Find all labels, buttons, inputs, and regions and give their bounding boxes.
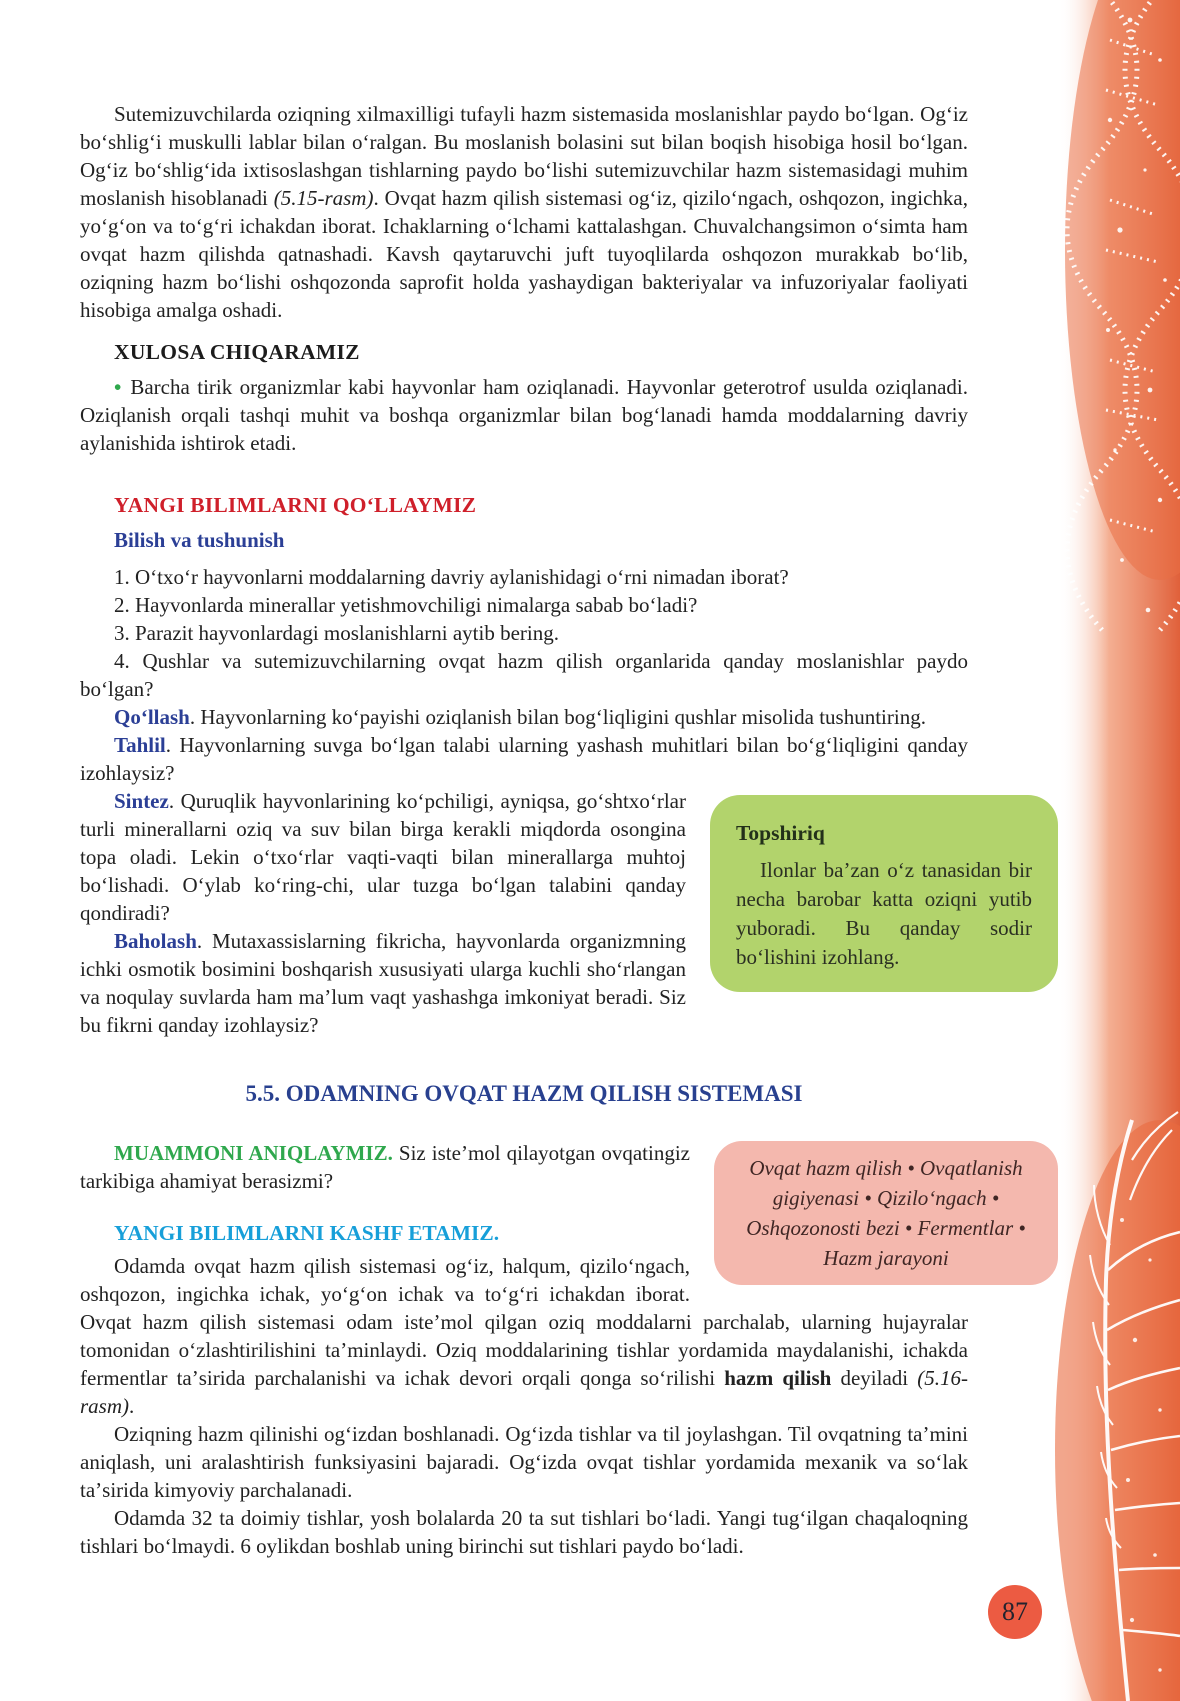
page-number-badge bbox=[988, 1585, 1042, 1639]
figure-ref-5-15: (5.15-rasm) bbox=[273, 186, 374, 210]
discover-paragraph-2: Oziqning hazm qilinishi ogʻizdan boshlanadi. Ogʻizda tishlar va til joylashgan. Til ovqatning taʼmini aniqlash, uni aralashtirish funksiyasini bajaradi. Ogʻizda ovqat tishlar yordamida mexanik va soʻlak taʼsirida kimyoviy parchalanadi. bbox=[80, 1422, 968, 1502]
keywords-text: Ovqat hazm qilish • Ovqatlanish gigiyenasi • Qiziloʻngach • Oshqozonosti bezi • Fermentlar • Hazm jarayoni bbox=[746, 1156, 1026, 1270]
discover-heading: YANGI BILIMLARNI KASHF ETAMIZ. bbox=[114, 1221, 500, 1245]
section-heading: 5.5. ODAMNING OVQAT HAZM QILISH SISTEMASI bbox=[245, 1081, 803, 1106]
topshiriq-text: Ilonlar baʼzan oʻz tanasidan bir necha barobar katta oziqni yutib yuboradi. Bu qanday sodir boʻlishini izohlang. bbox=[736, 858, 1032, 969]
intro-paragraph bbox=[80, 100, 968, 324]
task-analysis bbox=[80, 731, 968, 787]
apply-heading: YANGI BILIMLARNI QOʻLLAYMIZ bbox=[114, 493, 477, 517]
question-3: 3. Parazit hayvonlardagi moslanishlarni aytib bering. bbox=[114, 621, 559, 645]
page-number: 87 bbox=[1002, 1597, 1028, 1626]
term-hazm-qilish: hazm qilish bbox=[724, 1366, 832, 1390]
task-apply-text: . Hayvonlarning koʻpayishi oziqlanish bilan bogʻliqligini qushlar misolida tushuntiring. bbox=[189, 705, 926, 729]
topshiriq-title: Topshiriq bbox=[736, 821, 825, 845]
keywords-box bbox=[714, 1141, 1058, 1285]
question-2: 2. Hayvonlarda minerallar yetishmovchiligi nimalarga sabab boʻladi? bbox=[114, 593, 698, 617]
task-analysis-label: Tahlil bbox=[114, 733, 166, 757]
task-apply-label: Qoʻllash bbox=[114, 705, 190, 729]
task-evaluation-text: . Mutaxassislarning fikricha, hayvonlarda organizmning ichki osmotik bosimini boshqarish xususiyati ularga kuchli shoʻrlangan va noqulay suvlarda ham maʼlum vaqt yashashga imkoniyat beradi. Siz bu fikrni qanday izohlaysiz? bbox=[80, 929, 686, 1037]
knowledge-subheading: Bilish va tushunish bbox=[114, 528, 285, 552]
topshiriq-box bbox=[710, 795, 1058, 992]
intro-text-cont: . Ovqat hazm qilish sistemasi ogʻiz, qiziloʻngach, oshqozon, ingichka, yoʻgʻon va toʻgʻri ichakdan iborat. Ichaklarning oʻlchami kattalashgan. Chuvalchangsimon oʻsimta ham ovqat hazm qilishda qatnashadi. Kavsh qaytaruvchi juft tuyoqlilarda oshqozon murakkab boʻlib, oziqning hazm boʻlishi oshqozonda saprofit holda yashaydigan bakteriyalar va infuzoriyalar faoliyati hisobiga amalga oshadi. bbox=[80, 186, 968, 322]
summary-heading: XULOSA CHIQARAMIZ bbox=[114, 340, 360, 364]
task-apply bbox=[80, 703, 968, 731]
discover-p1-end: . bbox=[129, 1394, 135, 1418]
discover-p1-mid: deyiladi bbox=[831, 1366, 918, 1390]
task-synthesis-label: Sintez bbox=[114, 789, 169, 813]
task-evaluation-label: Baholash bbox=[114, 929, 197, 953]
summary-paragraph bbox=[80, 373, 968, 457]
bullet-icon: • bbox=[114, 375, 122, 399]
intro-text: Sutemizuvchilarda oziqning xilmaxilligi tufayli hazm sistemasida moslanishlar paydo boʻlgan. Ogʻiz boʻshligʻi muskulli lablar bilan oʻralgan. Bu moslanish bolasini sut bilan boqish hisobiga hosil boʻlgan. Ogʻiz boʻshligʻida ixtisoslashgan tishlarning paydo boʻlishi sutemizuvchilar hazm sistemasidagi muhim moslanish hisoblanadi bbox=[80, 102, 968, 210]
problem-label: MUAMMONI ANIQLAYMIZ. bbox=[114, 1141, 393, 1165]
summary-text: Barcha tirik organizmlar kabi hayvonlar ham oziqlanadi. Hayvonlar geterotrof usulda oziqlanadi. Oziqlanish orqali tashqi muhit va boshqa organizmlar bilan bogʻlanadi hamda moddalarning davriy aylanishida ishtirok etadi. bbox=[80, 375, 968, 455]
figure-ref-5-16: (5.16-rasm) bbox=[80, 1366, 968, 1418]
task-synthesis-text: . Quruqlik hayvonlarining koʻpchiligi, ayniqsa, goʻshtxoʻrlar turli minerallarni oziq va suv bilan birga kerakli miqdorda osongina topa oladi. Lekin oʻtxoʻrlar vaqti-vaqti bilan minerallarga muhtoj boʻlishadi. Oʻylab koʻring-chi, ular tuzga boʻlgan talabini qanday qondiradi? bbox=[80, 789, 686, 925]
discover-paragraph-3: Odamda 32 ta doimiy tishlar, yosh bolalarda 20 ta sut tishlari boʻladi. Yangi tugʻilgan chaqaloqning tishlari boʻlmaydi. 6 oylikdan boshlab uning birinchi sut tishlari paydo boʻladi. bbox=[80, 1506, 968, 1558]
task-analysis-text: . Hayvonlarning suvga boʻlgan talabi ularning yashash muhitlari bilan boʻgʻliqligini qanday izohlaysiz? bbox=[80, 733, 968, 785]
discover-p1-text: Odamda ovqat hazm qilish sistemasi ogʻiz, halqum, qiziloʻngach, oshqozon, ingichka ichak, yoʻgʻon ichak va toʻgʻri ichakdan iborat. Ovqat hazm qilish sistemasi odam isteʼmol qilgan oziq moddalarni parchalab, ularning hujayralar tomonidan oʻzlashtirilishini taʼminlaydi. Oziq moddalarining tishlar yordamida maydalanishi, ichakda fermentlar taʼsirida parchalanishi va ichak devori orqali qonga soʻrilishi bbox=[80, 1254, 968, 1390]
problem-text: Siz isteʼmol qilayotgan ovqatingiz tarkibiga ahamiyat berasizmi? bbox=[80, 1141, 690, 1193]
question-4: 4. Qushlar va sutemizuvchilarning ovqat hazm qilish organlarida qanday moslanishlar paydo boʻlgan? bbox=[80, 649, 968, 701]
question-1: 1. Oʻtxoʻr hayvonlarni moddalarning davriy aylanishidagi oʻrni nimadan iborat? bbox=[114, 565, 789, 589]
